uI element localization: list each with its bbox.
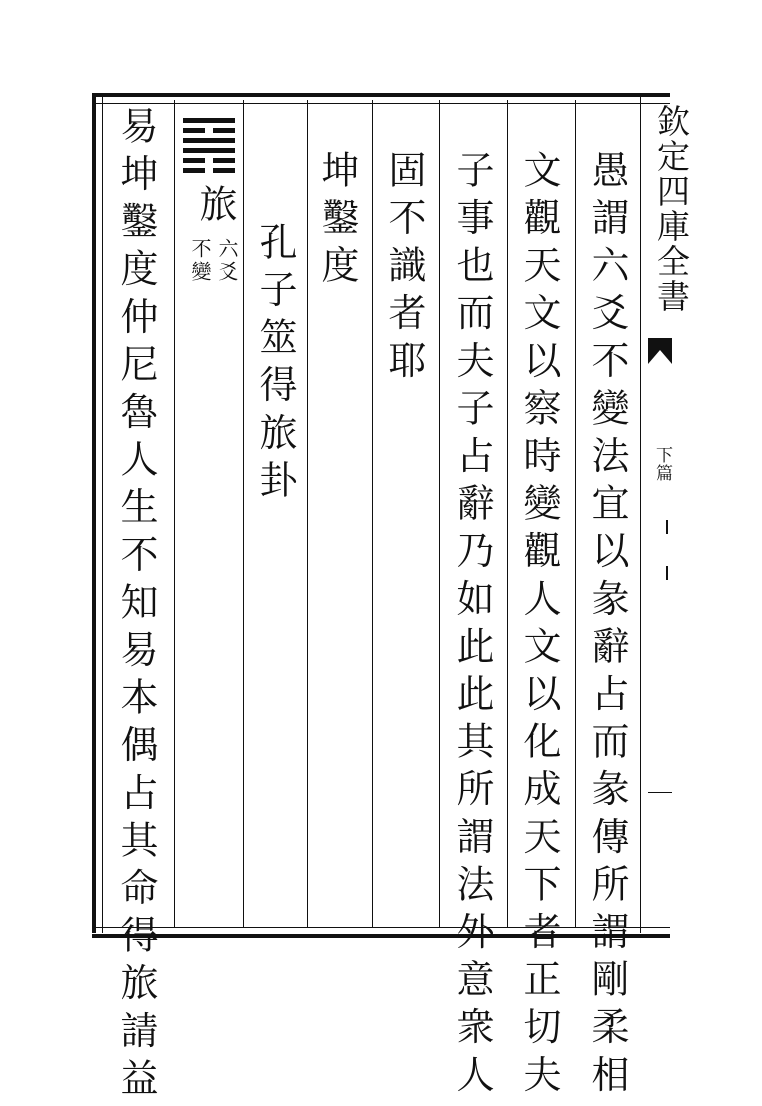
broken-line: [183, 168, 235, 173]
frame-left-border: [92, 93, 103, 933]
margin-tick: [666, 566, 668, 580]
column-rule: [439, 100, 440, 928]
hexagram-note-left: 不變: [188, 238, 212, 284]
text-column-4: 固不識者耶: [382, 150, 426, 388]
broken-line: [183, 128, 235, 133]
line-segment: [183, 128, 205, 133]
text-column-6: 孔子筮得旅卦: [253, 222, 297, 508]
line-segment: [213, 168, 235, 173]
column-rule: [575, 100, 576, 928]
line-segment: [213, 128, 235, 133]
line-segment: [183, 118, 235, 123]
line-segment: [183, 148, 235, 153]
column-rule: [243, 100, 244, 928]
text-column-1: 愚謂六爻不變法宜以彖辭占而彖傳所謂剛柔相: [585, 150, 629, 1102]
margin-lower-line: [648, 792, 672, 793]
column-rule: [307, 100, 308, 928]
hexagram-lü-icon: [183, 118, 235, 178]
line-segment: [183, 158, 205, 163]
line-segment: [183, 168, 205, 173]
solid-line: [183, 138, 235, 143]
text-column-5: 坤鑿度: [315, 150, 359, 293]
text-column-3: 子事也而夫子占辭乃如此此其所謂法外意衆人: [450, 150, 494, 1102]
broken-line: [183, 158, 235, 163]
frame-right-border: [640, 93, 641, 933]
column-rule: [507, 100, 508, 928]
text-column-8: 易坤鑿度仲尼魯人生不知易本偶占其命得旅請益: [114, 106, 158, 1106]
column-rule: [174, 100, 175, 928]
margin-tick: [666, 520, 668, 534]
hexagram-note-right: 六爻: [215, 238, 239, 284]
column-rule: [372, 100, 373, 928]
frame-bottom-border: [92, 927, 670, 938]
frame-top-border: [92, 93, 670, 104]
margin-section: 下篇: [652, 446, 672, 482]
text-column-2: 文觀天文以察時變觀人文以化成天下者正切夫: [517, 150, 561, 1102]
line-segment: [213, 158, 235, 163]
line-segment: [183, 138, 235, 143]
fishtail-mark-icon: [648, 338, 672, 364]
margin-title: 欽定四庫全書: [652, 104, 691, 314]
solid-line: [183, 118, 235, 123]
solid-line: [183, 148, 235, 153]
hexagram-name: 旅: [193, 184, 237, 222]
